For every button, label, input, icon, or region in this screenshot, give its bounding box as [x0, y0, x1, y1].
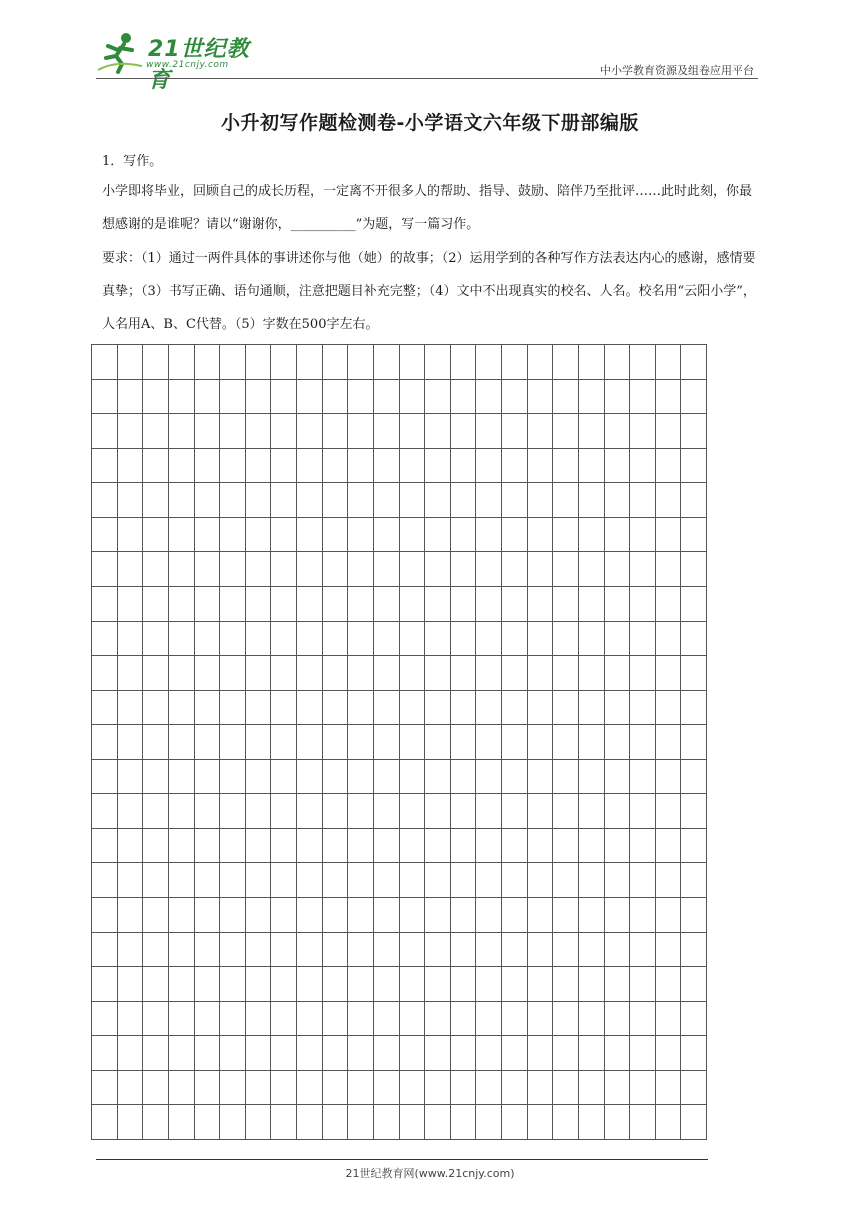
header-divider: [96, 78, 758, 79]
question-prompt: 小学即将毕业，回顾自己的成长历程，一定离不开很多人的帮助、指导、鼓励、陪伴乃至批评……此时此刻，你最想感谢的是谁呢？请以“谢谢你，__________”为题，写一篇习作。: [102, 184, 753, 232]
page-header: [96, 30, 758, 93]
writing-grid[interactable]: [91, 344, 707, 1140]
logo-text: 21世纪教育: [148, 37, 250, 93]
writing-grid-lines: [92, 345, 707, 1140]
logo: [96, 30, 266, 93]
question-number: 1．写作。: [102, 154, 163, 169]
footer-text: 21世纪教育网(www.21cnjy.com): [345, 1167, 515, 1180]
header-platform-text: 中小学教育资源及组卷应用平台: [600, 64, 754, 77]
question-requirements: 要求：（1）通过一两件具体的事讲述你与他（她）的故事；（2）运用学到的各种写作方法表达内心的感谢，感情要真挚；（3）书写正确、语句通顺，注意把题目补充完整；（4）文中不出现真实的校名、人名。校名用“云阳小学”，人名用A、B、C代替。（5）字数在500字左右。: [102, 251, 756, 332]
logo-url: www.21cnjy.com: [146, 60, 229, 70]
runner-logo-icon: [96, 30, 146, 74]
footer-divider: [96, 1159, 708, 1160]
page-title: 小升初写作题检测卷-小学语文六年级下册部编版: [221, 112, 639, 134]
